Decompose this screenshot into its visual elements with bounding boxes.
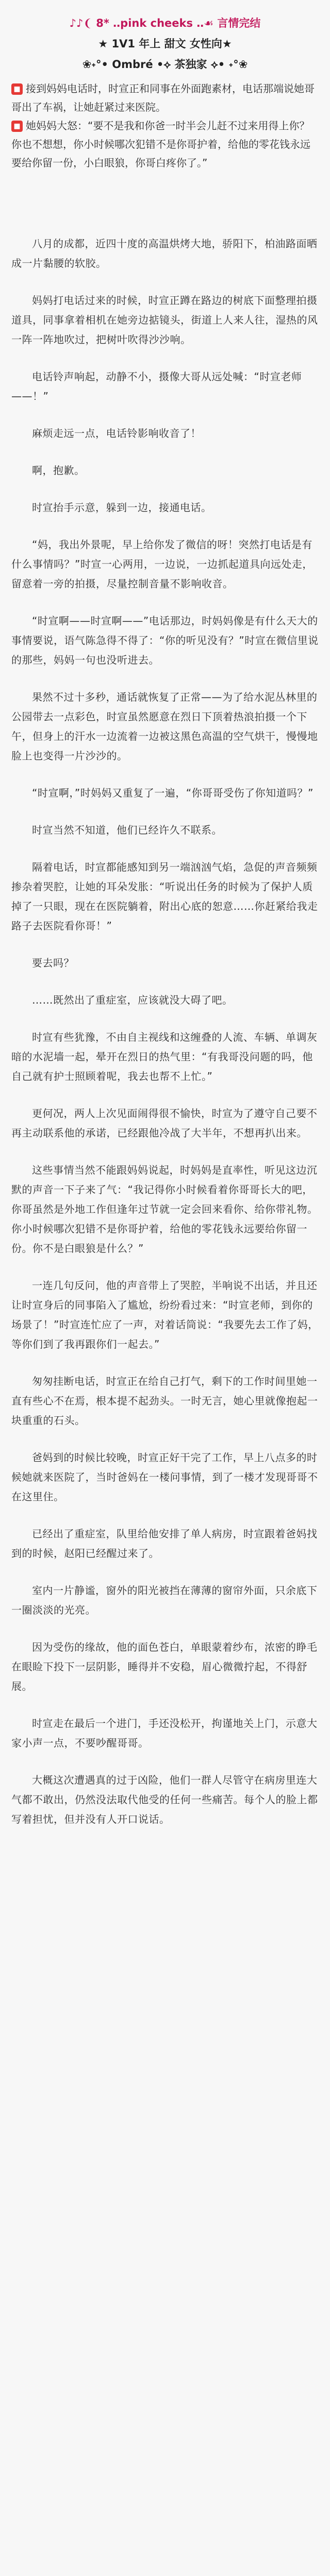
- story-paragraph: 爸妈到的时候比较晚，时宣正好干完了工作，早上八点多的时候她就来医院了，当时爸妈在一楼问事情，到了一楼才发现哥哥不在这里住。: [11, 1451, 318, 1503]
- story-paragraph: 室内一片静谧，窗外的阳光被挡在薄薄的窗帘外面，只余底下一圈淡淡的光亮。: [11, 1584, 318, 1616]
- story-body: [11, 234, 319, 1829]
- story-paragraph: 这些事情当然不能跟妈妈说起，时妈妈是直率性，听见这边沉默的声音一下子来了气：“我记得你小时候看着你哥哥长大的吧，你哥虽然是外地工作但逢年过节就一定会回来看你、给你带礼物。你小时候哪次犯错不是你哥护着，给他的零花钱永远要给你留一份。你不是白眼狼是什么？”: [11, 1164, 318, 1255]
- story-paragraph: 妈妈打电话过来的时候，时宣正蹲在路边的树底下面整理拍摄道具，同事拿着相机在她旁边掂镜头，街道上人来人往，湿热的风一阵一阵地吹过，把树叶吹得沙沙响。: [11, 294, 318, 346]
- story-paragraph: “妈，我出外景呢，早上给你发了微信的呀！突然打电话是有什么事情吗？”时宣一心两用，一边说，一边抓起道具向远处走，留意着一旁的拍摄，尽量控制音量不影响收音。: [11, 538, 313, 590]
- intro-text-2: 她妈妈大怒：“要不是我和你爸一时半会儿赶不过来用得上你？你也不想想，你小时候哪次犯错不是你哥护着，给他的零花钱永远要给你留一份，小白眼狼，你哥白疼你了。”: [11, 120, 310, 169]
- intro-text-1: 接到妈妈电话时，时宣正和同事在外面跑素材，电话那端说她哥哥出了车祸，让她赶紧过来医院。: [11, 82, 315, 113]
- red-tag-icon: ■: [11, 121, 23, 132]
- header-line-3: ❀˖°• Ombré •⟡ 茶独家 ⟡• ˖°❀: [82, 58, 248, 71]
- story-paragraph: 麻烦走远一点，电话铃影响收音了！: [32, 427, 201, 439]
- story-paragraph: 时宣抬手示意，躲到一边，接通电话。: [32, 501, 212, 514]
- header-brand-text: ♪♪❨ 8* ‥pink cheeks ‥☙ 言情完结: [69, 17, 261, 29]
- story-paragraph: 果然不过十多秒，通话就恢复了正常——为了给水泥丛林里的公园带去一点彩色，时宣虽然愿意在烈日下顶着热浪拍摄一个下午，但身上的汗水一边流着一边被这黑色高温的空气烘干，慢慢地脸上也变得一片沙沙的。: [11, 691, 318, 762]
- intro-paragraph-1: [11, 79, 319, 116]
- story-paragraph: 隔着电话，时宣都能感知到另一端汹汹气焰，急促的声音频频掺杂着哭腔，让她的耳朵发胀：“听说出任务的时候为了保护人质掉了一只眼，现在在医院躺着，附出心底的恕意……你赶紧给我走路子去医院看你哥！”: [11, 861, 318, 932]
- story-paragraph: 匆匆挂断电话，时宣正在给自己打气，剩下的工作时间里她一直有些心不在焉，根本提不起劲头。一时无言，她心里就像抱起一块重重的石头。: [11, 1375, 318, 1427]
- story-paragraph: 已经出了重症室，队里给他安排了单人病房，时宣跟着爸妈找到的时候，赵阳已经醒过来了。: [11, 1528, 318, 1560]
- story-paragraph: 电话铃声响起，动静不小，摄像大哥从远处喊：“时宣老师——！”: [11, 370, 302, 402]
- story-paragraph: 啊，抱歉。: [32, 464, 85, 477]
- header-line-2: ★ 1V1 年上 甜文 女性向★: [98, 38, 232, 50]
- story-paragraph: “时宣啊——时宣啊——”电话那边，时妈妈像是有什么天大的事情要说，语气陈急得不得了：“你的听见没有？”时宣在微信里说的那些，妈妈一句也没听进去。: [11, 615, 319, 666]
- story-paragraph: 八月的成都，近四十度的高温烘烤大地，骄阳下，柏油路面晒成一片黏腰的软胶。: [11, 238, 318, 269]
- header-line-1: [11, 14, 319, 32]
- story-paragraph: 大概这次遭遇真的过于凶险，他们一群人尽管守在病房里连大气都不敢出，仍然没法取代他受的任何一些痛苦。每个人的脸上都写着担忧，但并没有人开口说话。: [11, 1774, 318, 1825]
- intro-block: [11, 79, 319, 172]
- story-paragraph: 一连几句反问，他的声音带上了哭腔，半响说不出话，并且还让时宣身后的同事陷入了尴尬，纷纷看过来：“时宣老师，到你的场景了！”时宣连忙应了一声，对着话筒说：“我要先去工作了妈，等你们到了我再跟你们一起去。”: [11, 1279, 319, 1350]
- story-paragraph: 更何况，两人上次见面闹得很不愉快，时宣为了遵守自己要不再主动联系他的承诺，已经跟他冷战了大半年，不想再扒出来。: [11, 1107, 318, 1139]
- red-tag-icon: ■: [11, 83, 23, 95]
- story-paragraph: 时宣当然不知道，他们已经许久不联系。: [32, 824, 222, 836]
- story-paragraph: “时宣啊，”时妈妈又重复了一遍，“你哥哥受伤了你知道吗？”: [32, 787, 314, 799]
- story-paragraph: 要去吗？: [32, 957, 74, 969]
- intro-paragraph-2: [11, 116, 319, 172]
- story-paragraph: 时宣走在最后一个进门，手还没松开，拘谨地关上门，示意大家小声一点，不要吵醒哥哥。: [11, 1717, 318, 1749]
- story-paragraph: ……既然出了重症室，应该就没大碍了吧。: [32, 994, 233, 1006]
- story-paragraph: 因为受伤的缘故，他的面色苍白，单眼蒙着纱布，浓密的睁毛在眼睑下投下一层阴影，睡得并不安稳，眉心微微拧起，不得舒展。: [11, 1641, 318, 1692]
- story-paragraph: 时宣有些犹豫，不由自主视线和这缠叠的人流、车辆、单调灰暗的水泥墙一起，晕开在烈日的热气里：“有我哥没问题的吗，他自己就有护士照顾着呢，我去也帮不上忙。”: [11, 1031, 318, 1082]
